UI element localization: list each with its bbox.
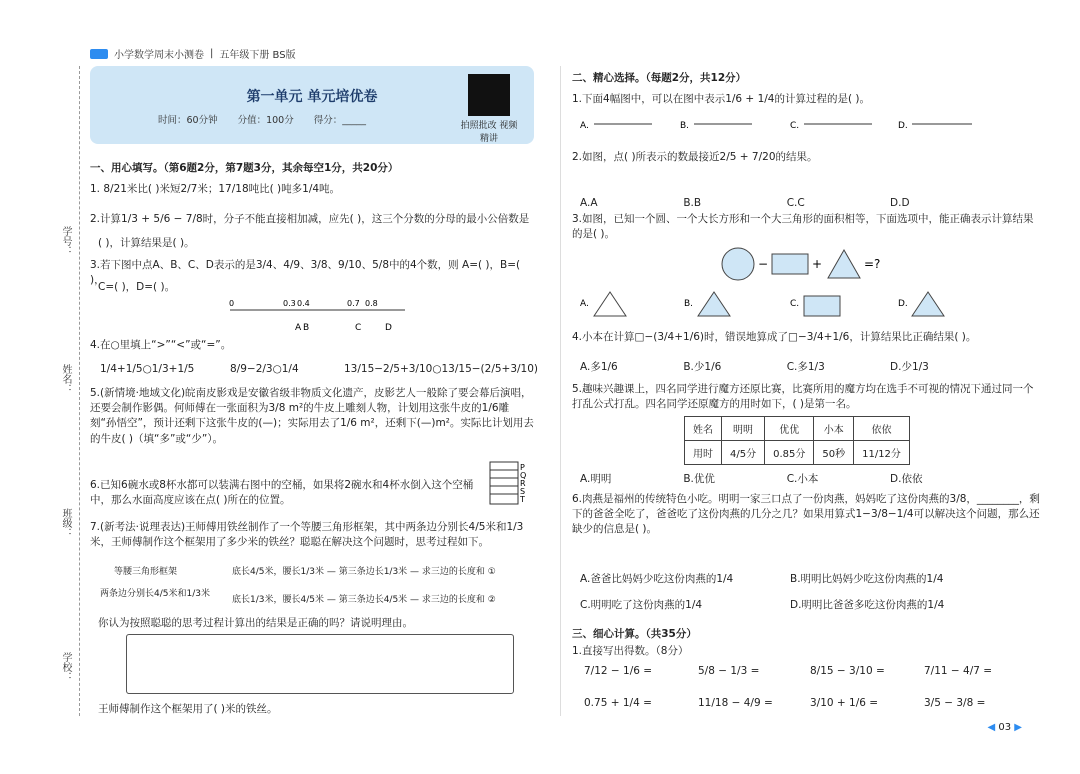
next-page-icon[interactable]: ▶ [1014,722,1022,733]
q3-b-triangle [698,292,730,316]
banner-meta [158,112,366,126]
q3-equation [720,244,881,284]
right-q2-options [580,196,1020,211]
q3-options [580,286,1030,320]
q5-choice-b: B.优优 [683,473,715,485]
left-q1: 1. 8/21米比( )米短2/7米；17/18吨比( )吨多1/4吨。 [90,183,341,195]
q4-choice-a: A.多1/6 [580,361,618,373]
right-q4-options [580,360,1020,375]
bucket-label-s: S [520,487,526,496]
table-header-row [685,417,910,441]
q7-diagram-title: 等腰三角形框架 [114,567,178,577]
right-section-2: 二、精心选择。（每题2分，共12分） [572,72,747,84]
get-label: 得分：_____ [313,115,366,126]
left-q7: 7.(新考法·说理表达)王师傅用铁丝制作了一个等腰三角形框架，其中两条边分别长4/5米和1/3米，王师傅制作这个框架用了多少米的铁丝？聪聪在解决这个问题时，思考过程如下。 [90,521,524,549]
q3-d-triangle [912,292,944,316]
right-q2: 2.如图，点( )所表示的数最接近2/5 + 7/20的结果。 [572,151,818,163]
tick-0-3: 0.3 [283,299,296,308]
bucket-body [490,462,518,504]
q2-choice-d: D.D [890,197,910,209]
calc-item: 0.75 + 1/4 = [584,697,652,709]
left-q2a: 2.计算1/3 + 5/6 − 7/8时，分子不能直接相加减，应先( )，这三个分数的分母的最小公倍数是 [90,213,530,225]
q7-diagram-path-2: 底长1/3米，腰长4/5米 — 第三条边长4/5米 — 求三边的长度和 ② [232,595,496,605]
tick-0-4: 0.4 [297,299,310,308]
q1-opt-c: C. [790,121,800,131]
table-header-cell: 优优 [765,417,814,441]
q7-diagram-path-1: 底长4/5米，腰长1/3米 — 第三条边长1/3米 — 求三边的长度和 ① [232,567,496,577]
time-label: 时间：60分钟 [158,115,218,126]
separator: | [210,48,214,59]
table-header-cell: 小本 [814,417,854,441]
calc-item: 7/12 − 1/6 = [584,665,653,677]
q6-choice-c: C.明明吃了这份肉燕的1/4 [580,599,703,611]
left-q7-question: 你认为按照聪聪的思考过程计算出的结果是正确的吗？请说明理由。 [98,617,413,629]
calc-item: 3/10 + 1/6 = [810,697,879,709]
table-cell: 4/5分 [722,441,765,465]
q1-opt-a: A. [580,121,589,131]
q5-choice-c: C.小本 [786,473,819,485]
circle-shape [722,248,754,280]
answer-box[interactable] [126,634,514,694]
header-bar [90,46,296,61]
page-footer [987,722,1022,733]
q3-a-triangle [594,292,626,316]
unit-title: 第一单元 单元培优卷 [246,89,378,105]
left-q5: 5.(新情境·地域文化)皖南皮影戏是安徽省级非物质文化遗产，皮影艺人一般除了要会幕后演唱，还要会制作影偶。何师傅在一张面积为3/8 m²的牛皮上雕刻人物，计划用这张牛皮的1/6雕刻“孙悟空”，预计还剩下这张牛皮的(—)；实际用去了1/6 m²，还剩下(—)m²。实际比计划用去的牛皮( )（填“多”或“少”）。 [90,387,534,445]
cube-times-table [684,416,910,465]
equals-question: =? [864,257,881,271]
tick-0: 0 [229,299,235,308]
right-q1: 1.下面4幅图中，可以在图中表示1/6 + 1/4的计算过程的是( )。 [572,93,870,105]
left-q3a: 3.若下图中点A、B、C、D表示的是3/4、4/9、3/8、9/10、5/8中的4个数，则 A=( )，B=( )， [90,259,521,287]
q6-choice-b: B.明明比妈妈少吃这份肉燕的1/4 [790,573,944,585]
left-q4: 4.在○里填上“>”“<”或“=”。 [90,339,232,351]
calc-item: 7/11 − 4/7 = [924,665,993,677]
plus-sign: + [812,257,823,271]
title-banner [90,66,534,144]
left-q4-item-3: 13/15−2/5+3/10○13/15−(2/5+3/10) [344,363,539,375]
q3-option-d: D. [898,299,908,309]
right-section-3: 三、细心计算。（共35分） [572,628,697,640]
bucket-label-r: R [520,479,526,488]
table-cell: 用时 [685,441,722,465]
right-q4: 4.小本在计算□−(3/4+1/6)时，错误地算成了□−3/4+1/6，计算结果比正确结果( )。 [572,331,977,343]
point-c: C [355,323,362,333]
prev-page-icon[interactable]: ◀ [987,722,996,733]
bucket-label-p: P [520,463,525,472]
right-q5: 5.趣味兴趣课上，四名同学进行魔方还原比赛，比赛所用的魔方均在选手不可视的情况下通过同一个打乱公式打乱。四名同学还原魔方的用时如下，( )是第一名。 [572,383,1034,411]
q1-opt-d: D. [898,121,908,131]
grade-label: 五年级下册 BS版 [219,50,296,61]
table-data-row [685,441,910,465]
point-b: B [303,323,310,333]
right-q5-options [580,472,1020,487]
rectangle-shape [772,254,808,274]
tick-0-7: 0.7 [347,299,360,308]
q2-choice-b: B.B [683,197,702,209]
page-number: 03 [998,722,1012,733]
brand-name: 小学数学周末小测卷 [114,50,204,61]
left-q4-item-1: 1/4+1/5○1/3+1/5 [100,363,195,375]
q3-option-c: C. [790,299,800,309]
side-label-name: 姓名： [60,364,71,394]
q7-diagram-given: 两条边分别长4/5米和1/3米 [100,589,210,599]
left-q3b: C=( )，D=( )。 [98,281,176,293]
side-label-class: 班级： [60,508,71,538]
bucket-figure [482,458,534,510]
q3-option-a: A. [580,299,589,309]
brand-logo-icon [90,49,108,59]
center-divider [560,66,561,716]
left-q2b: ( )，计算结果是( )。 [98,237,195,249]
qr-code-icon [468,74,510,116]
q3-option-b: B. [684,299,694,309]
q6-choice-d: D.明明比爸爸多吃这份肉燕的1/4 [790,599,945,611]
calc-item: 11/18 − 4/9 = [698,697,773,709]
q5-choice-d: D.依依 [890,473,923,485]
q2-choice-a: A.A [580,197,598,209]
right-direct-calc: 1.直接写出得数。（8分） [572,645,689,657]
q3-c-rectangle [804,296,840,316]
q5-choice-a: A.明明 [580,473,612,485]
qr-label: 拍照批改 视频精讲 [460,121,518,144]
left-q6: 6.已知6碗水或8杯水都可以装满右图中的空桶，如果将2碗水和4杯水倒入这个空桶中，那么水面高度应该在点( )所在的位置。 [90,479,474,507]
side-label-school: 学校： [60,652,71,682]
q4-choice-b: B.少1/6 [683,361,722,373]
right-q3: 3.如图，已知一个圆、一个大长方形和一个大三角形的面积相等，下面选项中，能正确表示计算结果的是( )。 [572,213,1034,241]
q1-number-lines [580,112,1030,142]
left-section-1: 一、用心填写。（第6题2分，第7题3分，其余每空1分，共20分） [90,162,399,174]
score-label: 分值：100分 [237,115,294,126]
bucket-label-t: T [520,495,525,504]
tick-0-8: 0.8 [365,299,378,308]
left-margin-line [79,66,80,716]
right-q6: 6.肉燕是福州的传统特色小吃。明明一家三口点了一份肉燕，妈妈吃了这份肉燕的3/8，________，剩下的爸爸全吃了，爸爸吃了这份肉燕的几分之几？如果用算式1−3/8−1/4可以解决这个问题，那么还缺少的信息是( )。 [572,493,1040,536]
q4-choice-d: D.少1/3 [890,361,929,373]
q2-choice-c: C.C [786,197,805,209]
point-d: D [385,323,392,333]
table-header-cell: 明明 [722,417,765,441]
triangle-shape [828,250,860,278]
table-header-cell: 依依 [854,417,910,441]
table-cell: 0.85分 [765,441,814,465]
table-header-cell: 姓名 [685,417,722,441]
calc-item: 5/8 − 1/3 = [698,665,760,677]
number-line-left [225,296,410,336]
calc-item: 3/5 − 3/8 = [924,697,986,709]
side-label-id: 学号： [60,226,71,256]
bucket-label-q: Q [520,471,527,480]
calc-item: 8/15 − 3/10 = [810,665,885,677]
left-q4-item-2: 8/9−2/3○1/4 [230,363,299,375]
q6-choice-a: A.爸爸比妈妈少吃这份肉燕的1/4 [580,573,734,585]
table-cell: 11/12分 [854,441,910,465]
q4-choice-c: C.多1/3 [786,361,825,373]
point-a: A [295,323,302,333]
table-cell: 50秒 [814,441,854,465]
q1-opt-b: B. [680,121,690,131]
minus-sign: − [758,257,769,271]
left-q7-answer: 王师傅制作这个框架用了( )米的铁丝。 [98,703,278,715]
